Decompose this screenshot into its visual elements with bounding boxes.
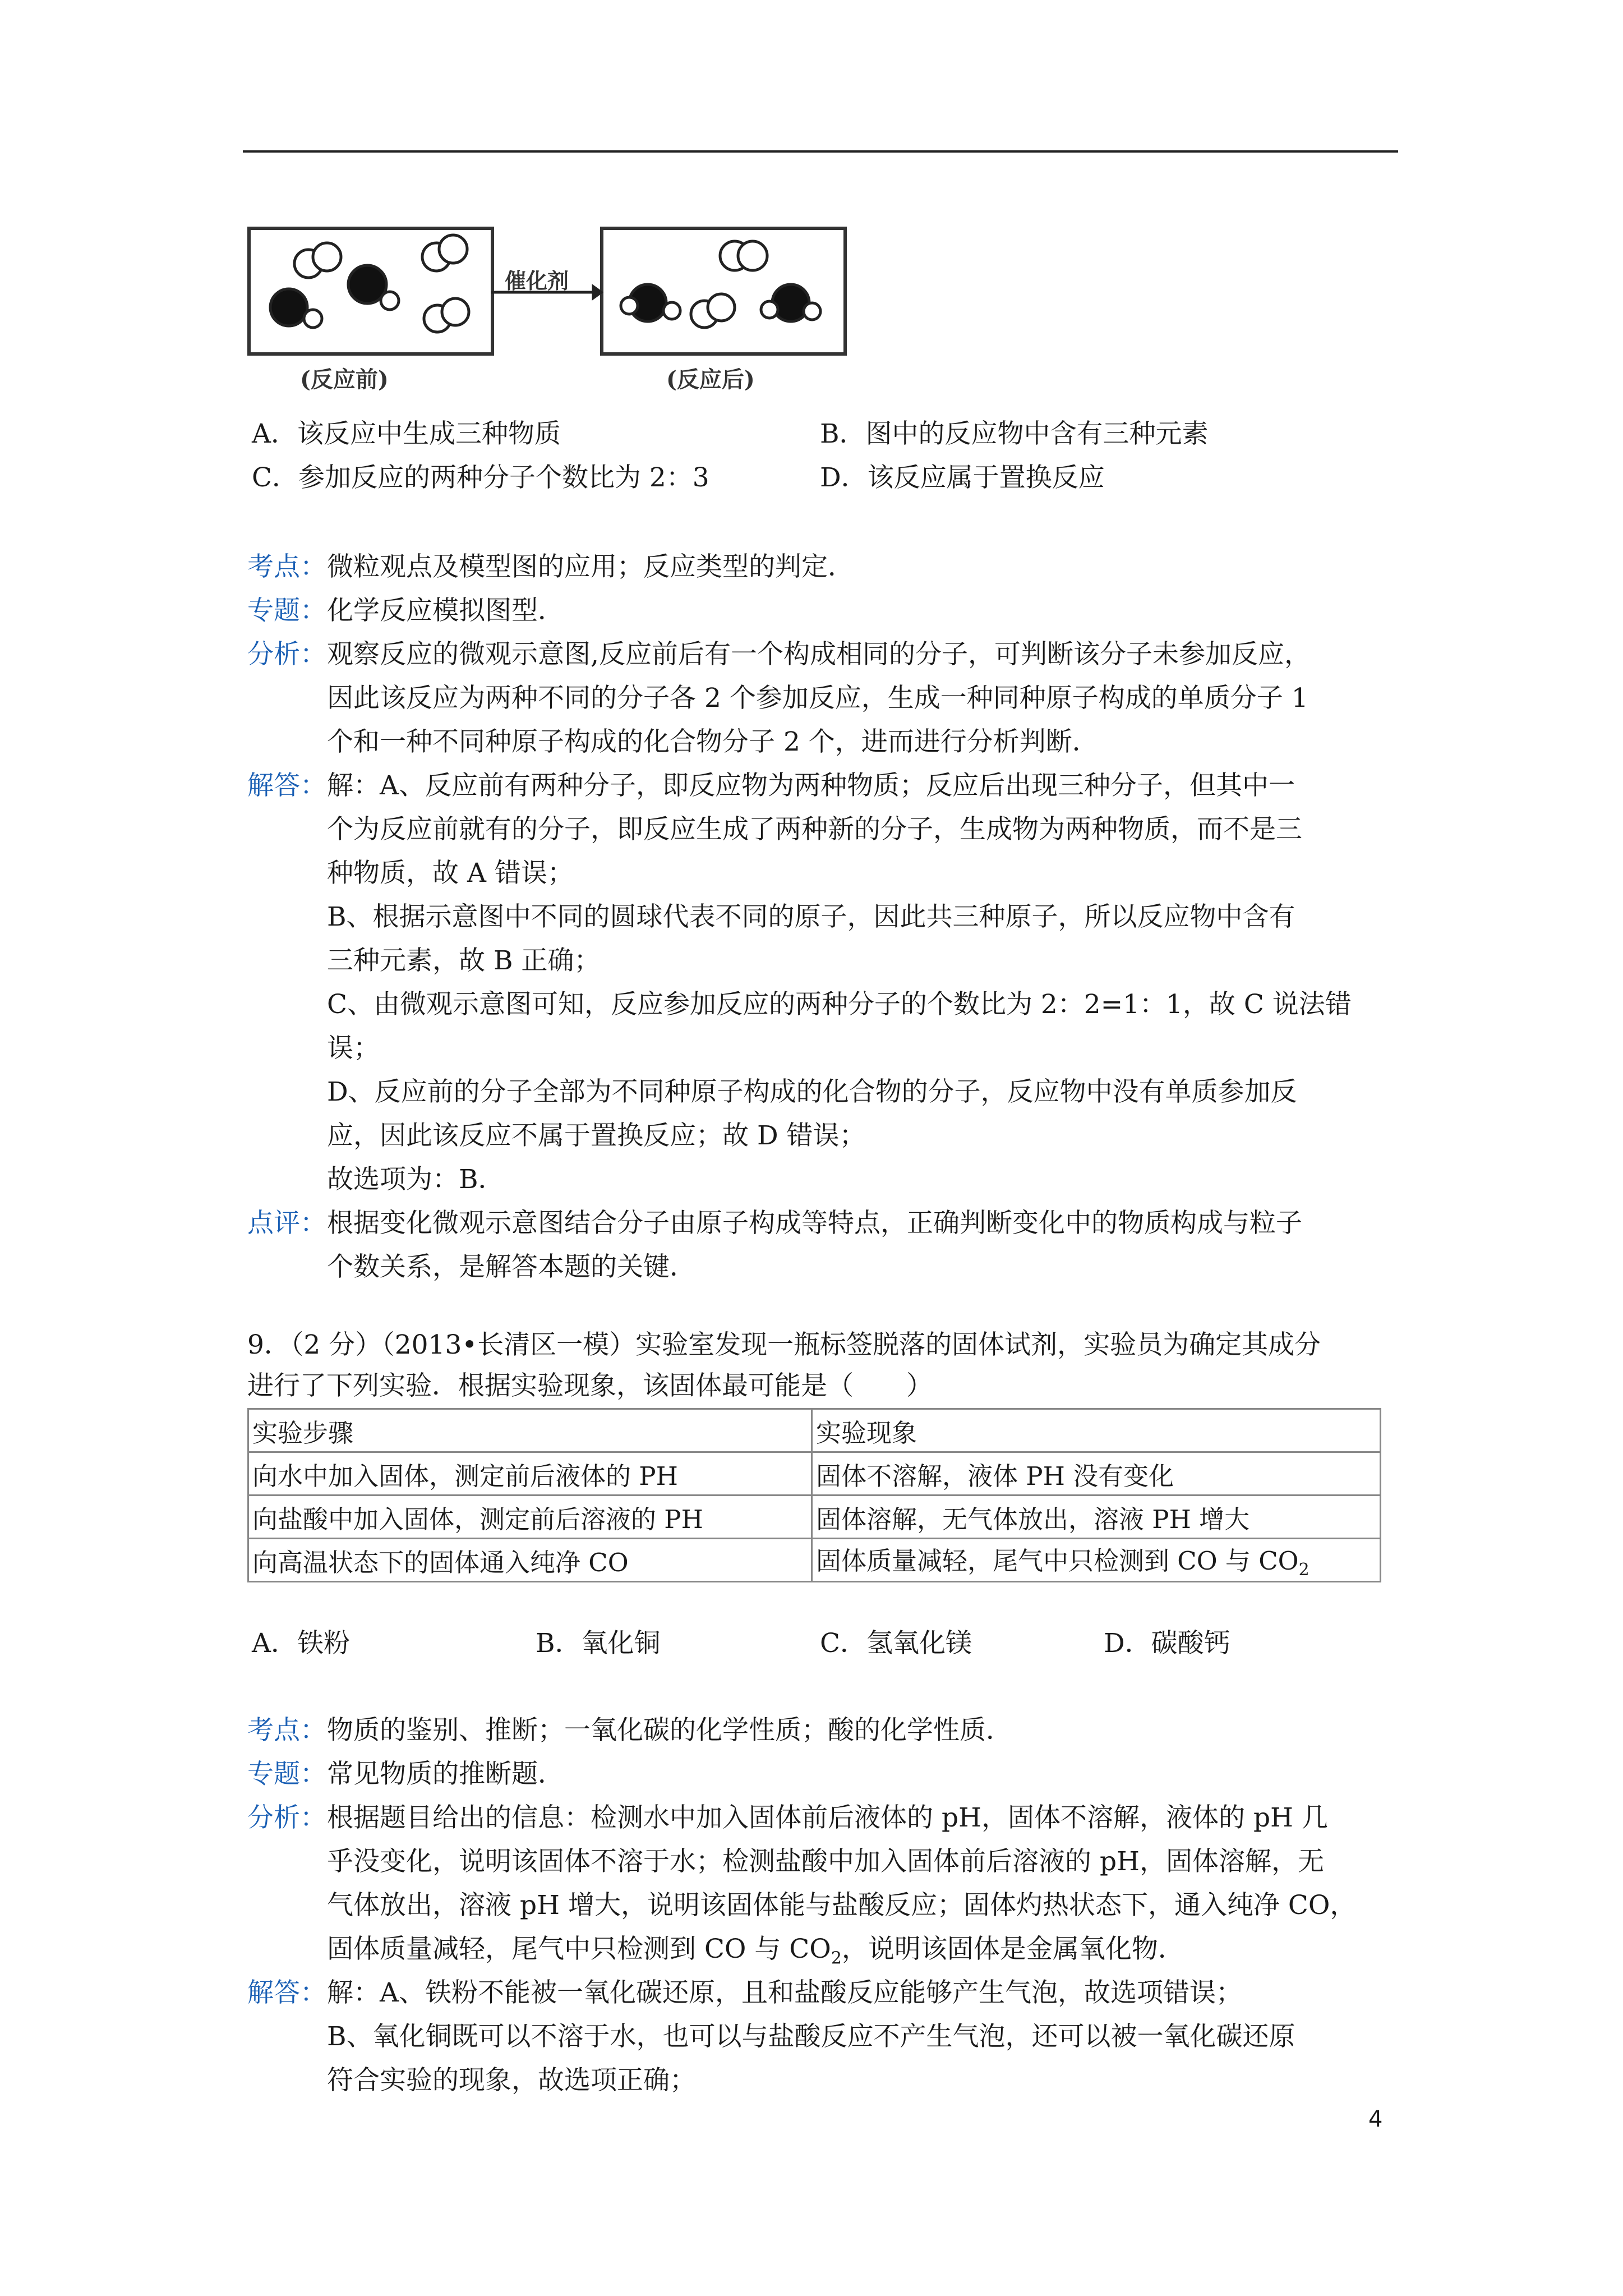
q8-jieda-line: B、根据示意图中不同的圆球代表不同的原子，因此共三种原子，所以反应物中含有 [327, 901, 1295, 932]
q9-jieda-line: 解：A、铁粉不能被一氧化碳还原，且和盐酸反应能够产生气泡，故选项错误； [327, 1977, 1242, 2008]
table-row [248, 1452, 1381, 1496]
table-cell: 向高温状态下的固体通入纯净 CO [248, 1539, 812, 1582]
q9-fenxi-label: 分析： [247, 1802, 326, 1833]
q8-option-d: D．该反应属于置换反应 [820, 462, 1105, 493]
table-row [248, 1539, 1381, 1582]
q8-fenxi-line: 观察反应的微观示意图,反应前后有一个构成相同的分子，可判断该分子未参加反应， [327, 639, 1311, 670]
q8-fenxi-line: 因此该反应为两种不同的分子各 2 个参加反应，生成一种同种原子构成的单质分子 1 [327, 683, 1308, 714]
q9-option-b: B．氧化铜 [536, 1628, 661, 1659]
table-cell: 向水中加入固体，测定前后液体的 PH [248, 1452, 812, 1496]
q8-option-a: A．该反应中生成三种物质 [252, 418, 561, 449]
q9-stem-line: 9．（2 分）（2013•长清区一模）实验室发现一瓶标签脱落的固体试剂，实验员为确定其成分 [247, 1329, 1321, 1360]
table-row [248, 1496, 1381, 1539]
q9-kaodian-label: 考点： [247, 1715, 326, 1746]
table-cell: 向盐酸中加入固体，测定前后溶液的 PH [248, 1496, 812, 1539]
q9-zhuanti-text: 常见物质的推断题． [327, 1759, 564, 1789]
q8-jieda-line: 误； [327, 1033, 380, 1064]
table-cell-text: 固体质量减轻，尾气中只检测到 CO 与 CO [816, 1546, 1299, 1576]
q8-jieda-line: 个为反应前就有的分子，即反应生成了两种新的分子，生成物为两种物质，而不是三 [327, 814, 1302, 845]
q8-jieda-line: 应，因此该反应不属于置换反应；故 D 错误； [327, 1120, 866, 1151]
q8-option-c: C．参加反应的两种分子个数比为 2：3 [252, 462, 709, 493]
table-cell: 固体溶解，无气体放出，溶液 PH 增大 [812, 1496, 1381, 1539]
table-header-row [248, 1409, 1381, 1452]
q8-jieda-line: 种物质，故 A 错误； [327, 858, 574, 889]
before-caption: (反应前) [300, 366, 389, 393]
after-caption: (反应后) [666, 366, 755, 393]
q8-kaodian-text: 微粒观点及模型图的应用；反应类型的判定． [327, 551, 854, 582]
q9-option-c: C．氢氧化镁 [820, 1628, 972, 1659]
table-cell: 固体不溶解，液体 PH 没有变化 [812, 1452, 1381, 1496]
q8-dianping-line: 个数关系，是解答本题的关键． [327, 1251, 696, 1282]
q8-jieda-label: 解答： [247, 770, 326, 801]
subscript: 2 [831, 1948, 842, 1968]
q8-jieda-line: 解：A、反应前有两种分子，即反应物为两种物质；反应后出现三种分子，但其中一 [327, 770, 1295, 801]
q9-fenxi-line: 乎没变化，说明该固体不溶于水；检测盐酸中加入固体前后溶液的 pH，固体溶解，无 [327, 1846, 1325, 1877]
table-header-cell: 实验现象 [812, 1409, 1381, 1452]
q9-option-a: A．铁粉 [252, 1628, 350, 1659]
q9-jieda-line: B、氧化铜既可以不溶于水，也可以与盐酸反应不产生气泡，还可以被一氧化碳还原 [327, 2021, 1295, 2052]
q9-fenxi-text: 固体质量减轻，尾气中只检测到 CO 与 CO [327, 1934, 831, 1964]
q8-zhuanti-label: 专题： [247, 595, 326, 626]
page-number: 4 [1368, 2106, 1383, 2132]
q8-fenxi-label: 分析： [247, 639, 326, 670]
q8-dianping-line: 根据变化微观示意图结合分子由原子构成等特点，正确判断变化中的物质构成与粒子 [327, 1208, 1302, 1239]
q9-fenxi-text: ，说明该固体是金属氧化物． [841, 1934, 1184, 1964]
q9-stem-line: 进行了下列实验．根据实验现象，该固体最可能是（ ） [247, 1370, 933, 1401]
q9-fenxi-line: 气体放出，溶液 pH 增大，说明该固体能与盐酸反应；固体灼热状态下，通入纯净 CO， [327, 1890, 1357, 1921]
q9-jieda-label: 解答： [247, 1977, 326, 2008]
q8-fenxi-line: 个和一种不同种原子构成的化合物分子 2 个，进而进行分析判断． [327, 726, 1099, 757]
q8-zhuanti-text: 化学反应模拟图型． [327, 595, 564, 626]
q8-jieda-line: C、由微观示意图可知，反应参加反应的两种分子的个数比为 2：2=1：1，故 C 说法错 [327, 989, 1352, 1020]
q8-kaodian-label: 考点： [247, 551, 326, 582]
q9-jieda-line: 符合实验的现象，故选项正确； [327, 2065, 696, 2096]
table-header-cell: 实验步骤 [248, 1409, 812, 1452]
q8-dianping-label: 点评： [247, 1208, 326, 1239]
q8-jieda-line: D、反应前的分子全部为不同种原子构成的化合物的分子，反应物中没有单质参加反 [327, 1076, 1297, 1107]
q9-option-d: D．碳酸钙 [1104, 1628, 1230, 1659]
molecule-drawing [0, 0, 1623, 426]
catalyst-label: 催化剂 [505, 268, 569, 293]
q8-option-b: B．图中的反应物中含有三种元素 [820, 418, 1209, 449]
q8-jieda-line: 三种元素，故 B 正确； [327, 945, 601, 976]
q9-zhuanti-label: 专题： [247, 1759, 326, 1789]
subscript: 2 [1298, 1560, 1310, 1580]
q9-kaodian-text: 物质的鉴别、推断；一氧化碳的化学性质；酸的化学性质． [327, 1715, 1012, 1746]
q8-jieda-line: 故选项为：B． [327, 1164, 505, 1195]
experiment-table [247, 1408, 1381, 1582]
q9-fenxi-line: 根据题目给出的信息：检测水中加入固体前后液体的 pH，固体不溶解，液体的 pH 几 [327, 1802, 1328, 1833]
table-cell [812, 1539, 1381, 1582]
